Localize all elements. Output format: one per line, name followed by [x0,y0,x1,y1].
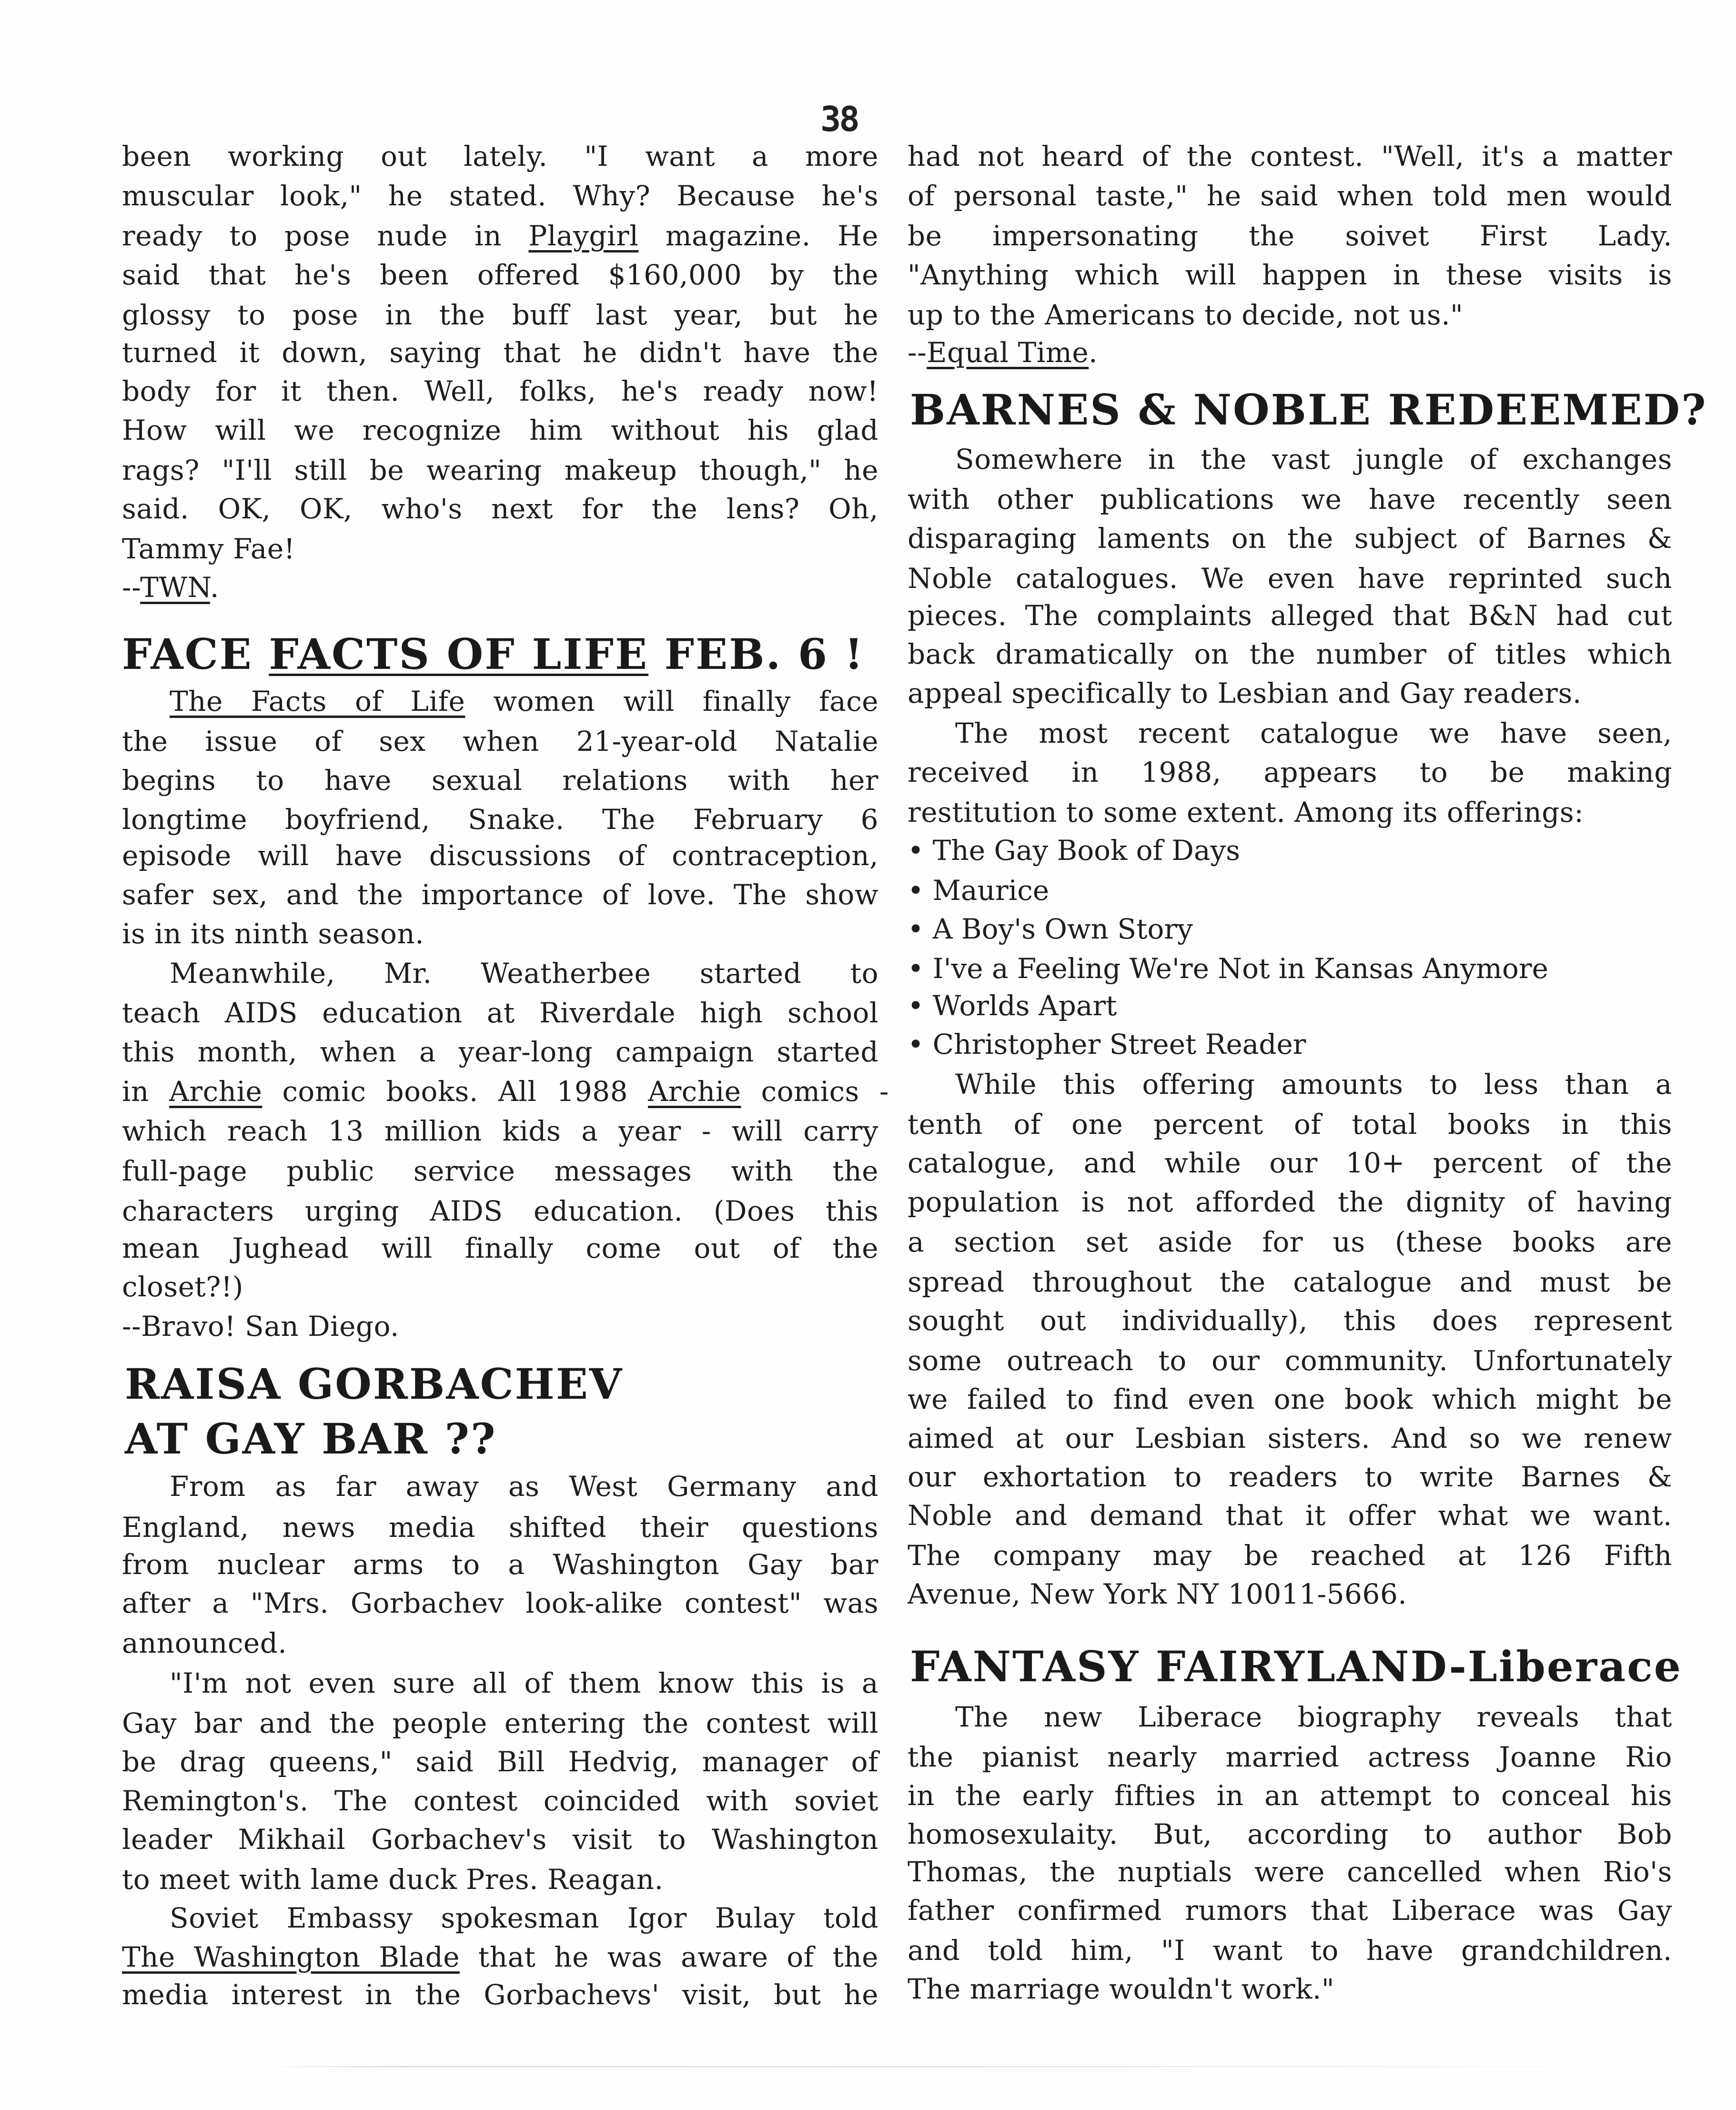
text-line: The most recent catalogue we have seen, [955,717,1672,749]
text-line: this month, when a year-long campaign started [122,1036,878,1068]
text-line: we failed to find even one book which might be [908,1383,1672,1415]
text-line: mean Jughead will finally come out of the [122,1232,878,1264]
text-line: and told him, "I want to have grandchildren. [908,1934,1672,1967]
text-line: after a "Mrs. Gorbachev look-alike contest" was [122,1587,878,1619]
article-headline-line2: AT GAY BAR ?? [125,1414,497,1464]
text-line: From as far away as West Germany and [170,1470,878,1503]
text-fragment: in [122,1075,170,1108]
scan-artifact-line [262,2066,1644,2067]
text-line: Meanwhile, Mr. Weatherbee started to [170,957,878,989]
text-line: rags? "I'll still be wearing makeup though," he [122,454,878,486]
text-line: the issue of sex when 21-year-old Natalie [122,725,878,757]
headline-fragment: FEB. 6 ! [648,629,865,679]
text-line: disparaging laments on the subject of Barnes & [908,522,1672,555]
article-headline: FANTASY FAIRYLAND-Liberace [910,1642,1682,1691]
text-line: "I'm not even sure all of them know this is a [170,1667,878,1699]
list-item-label: The Gay Book of Days [932,834,1241,867]
text-line: Thomas, the nuptials were cancelled when Rio's [908,1856,1672,1888]
bullet-icon: • [908,1028,924,1060]
list-item-label: Christopher Street Reader [932,1028,1306,1060]
text-line: up to the Americans to decide, not us." [908,299,1463,331]
text-line: glossy to pose in the buff last year, but he [122,299,878,331]
text-line: The marriage wouldn't work." [908,1973,1335,2005]
text-fragment: comic books. All 1988 [262,1075,648,1108]
list-item [908,949,1548,988]
source-prefix: -- [122,571,141,604]
text-line [122,1072,889,1111]
list-item-label: A Boy's Own Story [932,913,1193,945]
text-line: homosexulaity. But, according to author Bob [908,1818,1672,1850]
text-line: characters urging AIDS education. (Does this [122,1195,878,1227]
bullet-icon: • [908,913,924,945]
text-line: begins to have sexual relations with her [122,764,878,797]
text-line: some outreach to our community. Unfortunately [908,1344,1672,1377]
text-line: pieces. The complaints alleged that B&N had cut [908,599,1672,632]
text-line: Somewhere in the vast jungle of exchanges [955,443,1672,475]
text-line: be drag queens," said Bill Hedvig, manager of [122,1746,878,1778]
text-line: from nuclear arms to a Washington Gay bar [122,1548,878,1581]
source-suffix: . [210,571,219,604]
text-line: population is not afforded the dignity of having [908,1186,1672,1218]
text-line [122,217,878,255]
text-line: be impersonating the soivet First Lady. [908,220,1672,252]
text-line: the pianist nearly married actress Joanne Rio [908,1741,1672,1773]
text-line: back dramatically on the number of titles which [908,638,1672,670]
source-name: TWN [140,571,210,604]
text-fragment: magazine. He [638,220,878,252]
text-line: appeal specifically to Lesbian and Gay readers. [908,677,1582,709]
text-line: closet?!) [122,1271,243,1303]
text-line: to meet with lame duck Pres. Reagan. [122,1863,664,1896]
text-fragment: comics - [741,1075,889,1108]
text-line: media interest in the Gorbachevs' visit, but he [122,1979,878,2011]
text-line: leader Mikhail Gorbachev's visit to Washington [122,1823,878,1856]
text-line: in the early fifties in an attempt to conceal his [908,1779,1672,1812]
source-credit: --Bravo! San Diego. [122,1310,399,1343]
bullet-icon: • [908,834,924,867]
text-line: is in its ninth season. [122,918,424,950]
text-line: The new Liberace biography reveals that [955,1701,1672,1733]
text-line: safer sex, and the importance of love. The show [122,878,878,911]
text-line: body for it then. Well, folks, he's ready now! [122,375,878,407]
text-line: muscular look," he stated. Why? Because he's [122,180,878,212]
text-line: Noble and demand that it offer what we want. [908,1499,1672,1532]
bullet-icon: • [908,989,924,1022]
list-item-label: Worlds Apart [932,989,1117,1022]
text-line [170,682,878,720]
source-credit [908,333,1672,372]
page-number: 38 [820,99,858,139]
list-item [908,831,1240,869]
article-headline-line1: RAISA GORBACHEV [125,1359,624,1409]
text-line: "Anything which will happen in these visits is [908,259,1672,291]
text-line: How will we recognize him without his glad [122,414,878,446]
text-line: which reach 13 million kids a year - will carry [122,1115,878,1147]
source-credit [122,568,878,606]
text-line [122,1938,878,1976]
article-headline [122,630,864,678]
text-line: restitution to some extent. Among its offerings: [908,796,1584,828]
publication-title-playgirl: Playgirl [528,220,639,252]
comic-title: Archie [169,1075,262,1108]
text-line: received in 1988, appears to be making [908,756,1672,788]
source-prefix: -- [908,336,927,369]
text-line: spread throughout the catalogue and must be [908,1266,1672,1298]
text-line: our exhortation to readers to write Barnes & [908,1461,1672,1493]
text-line: a section set aside for us (these books are [908,1226,1672,1258]
text-line: Remington's. The contest coincided with soviet [122,1785,878,1817]
list-item-label: Maurice [932,874,1050,907]
list-item [908,910,1193,948]
text-line: aimed at our Lesbian sisters. And so we renew [908,1422,1672,1454]
text-line: announced. [122,1627,287,1659]
text-line: catalogue, and while our 10+ percent of the [908,1147,1672,1179]
text-line: longtime boyfriend, Snake. The February 6 [122,803,878,836]
text-line: turned it down, saying that he didn't have the [122,336,878,369]
text-fragment: ready to pose nude in [122,220,529,252]
text-line: been working out lately. "I want a more [122,140,878,172]
text-line: had not heard of the contest. "Well, it's a matter [908,140,1672,172]
text-line: of personal taste," he said when told men would [908,180,1672,212]
text-line: said that he's been offered $160,000 by the [122,259,878,291]
list-item-label: I've a Feeling We're Not in Kansas Anymore [932,952,1548,985]
headline-fragment: FACE [122,629,269,679]
text-line: England, news media shifted their questions [122,1511,878,1544]
text-fragment: women will finally face [465,685,879,717]
text-line: Tammy Fae! [122,533,295,565]
bullet-icon: • [908,952,924,985]
text-line: Noble catalogues. We even have reprinted such [908,562,1672,595]
headline-show-title: FACTS OF LIFE [269,629,649,679]
list-item [908,987,1117,1025]
article-headline: BARNES & NOBLE REDEEMED? [910,385,1707,434]
text-line: full-page public service messages with the [122,1155,878,1187]
text-line: Soviet Embassy spokesman Igor Bulay told [170,1902,878,1934]
show-title: The Facts of Life [170,685,465,717]
publication-title-washington-blade: The Washington Blade [122,1941,460,1973]
list-item [908,871,1049,909]
text-line: with other publications we have recently seen [908,483,1672,515]
comic-title: Archie [648,1075,741,1108]
source-suffix: . [1089,336,1098,369]
text-line: The company may be reached at 126 Fifth [908,1539,1672,1572]
text-line: teach AIDS education at Riverdale high school [122,997,878,1029]
source-name: Equal Time [927,336,1089,369]
text-line: Avenue, New York NY 10011-5666. [908,1578,1407,1610]
text-line: said. OK, OK, who's next for the lens? Oh, [122,493,878,525]
text-fragment: that he was aware of the [460,1941,879,1973]
bullet-icon: • [908,874,924,907]
text-line: tenth of one percent of total books in this [908,1108,1672,1141]
text-line: sought out individually), this does represent [908,1304,1672,1337]
text-line: While this offering amounts to less than a [955,1068,1672,1100]
text-line: episode will have discussions of contraception, [122,839,878,872]
text-line: father confirmed rumors that Liberace was Gay [908,1894,1672,1927]
text-line: Gay bar and the people entering the contest will [122,1707,878,1739]
list-item [908,1025,1306,1063]
